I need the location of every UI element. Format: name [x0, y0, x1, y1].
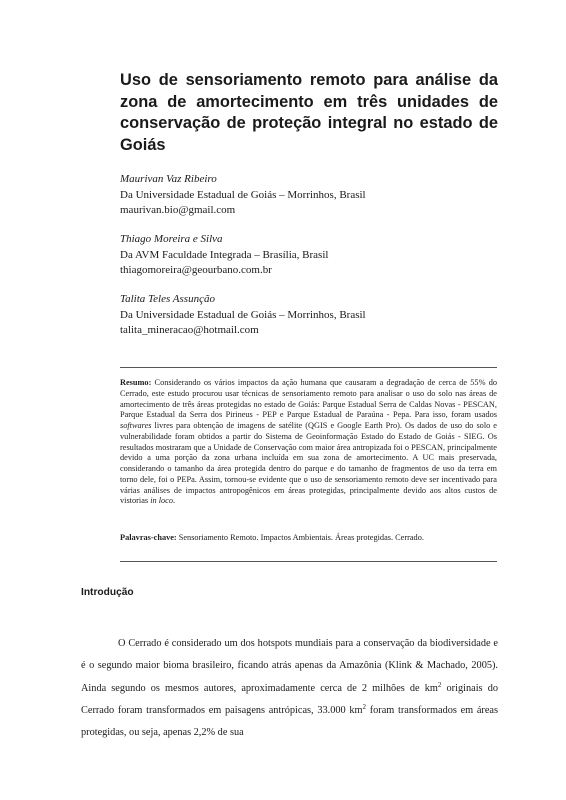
divider-bottom [120, 561, 497, 562]
author-name: Maurivan Vaz Ribeiro [120, 173, 217, 185]
keywords-text: Sensoriamento Remoto. Impactos Ambientais. Áreas protegidas. Cerrado. [176, 533, 424, 542]
abstract-italic: softwares [120, 421, 152, 430]
author-name: Thiago Moreira e Silva [120, 233, 223, 245]
body-paragraph [81, 633, 498, 744]
superscript: 2 [362, 702, 366, 711]
author-block [120, 172, 500, 219]
divider-top [120, 367, 497, 368]
keywords-label: Palavras-chave: [120, 533, 177, 542]
paper-title: Uso de sensoriamento remoto para análise da zona de amortecimento em três unidades de conservação de proteção integral no estado de Goiás [120, 71, 498, 154]
abstract-text: livres para obtenção de imagens de satélite (QGIS e Google Earth Pro). Os dados de uso do solo e vulnerabilidade foram obtidos a partir do Sistema de Geoinformação Estado do Estado de Goiás - SIEG. Os resultados mostraram que a Unidade de Conservação com maior área antropizada foi o PESCAN, principalmente devido a uma porção da zona urbana incluída em sua zona de amortecimento. A UC mais preservada, considerando o tamanho da área protegida dentro do parque e do tamanho de fragmentos de uso da terra em torno dele, foi o PEPa. Assim, tornou-se evidente que o uso de sensoriamento remoto deve ser incentivado para várias análises de impactos antropogênicos em áreas protegidas, principalmente devido aos altos custos de vistorias [120, 421, 497, 506]
abstract-label: Resumo: [120, 378, 152, 387]
abstract-text: Considerando os vários impactos da ação humana que causaram a degradação de cerca de 55% do Cerrado, este estudo procurou usar técnicas de sensoriamento remoto para analisar o uso do solo nas áreas de amortecimento de três áreas protegidas no estado de Goiás: Parque Estadual Serra de Caldas Novas - PESCAN, Parque Estadual da Serra dos Pirineus - PEP e Parque Estadual de Paraúna - Pepa. Para isso, foram usados [120, 378, 497, 420]
author-email: talita_mineracao@hotmail.com [120, 324, 259, 337]
keywords [120, 532, 497, 543]
author-email: maurivan.bio@gmail.com [120, 204, 236, 217]
abstract-text: . [173, 496, 176, 506]
author-name: Talita Teles Assunção [120, 293, 215, 305]
abstract-italic: in loco [150, 496, 174, 506]
superscript: 2 [437, 680, 442, 689]
author-affiliation: Da Universidade Estadual de Goiás – Morrinhos, Brasil [120, 188, 366, 201]
author-block [120, 232, 500, 279]
body-text: originais do Cerrado foram transformados em paisagens antrópicas, 33.000 km [81, 682, 498, 716]
abstract [120, 378, 497, 507]
body-text: foram transformados em áreas protegidas, ou seja, apenas 2,2% de sua [81, 704, 498, 739]
body-text: O Cerrado é considerado um dos hotspots mundiais para a conservação da biodiversidade e é o segundo maior bioma brasileiro, ficando atrás apenas da Amazônia (Klink & Machado, 2005). Ainda segundo os mesmos autores, aproximadamente cerca de 2 milhões de km [81, 638, 498, 694]
author-affiliation: Da AVM Faculdade Integrada – Brasília, Brasil [120, 248, 329, 261]
section-heading: Introdução [81, 587, 134, 598]
author-affiliation: Da Universidade Estadual de Goiás – Morrinhos, Brasil [120, 308, 366, 321]
author-block [120, 292, 500, 339]
author-email: thiagomoreira@geourbano.com.br [120, 264, 272, 277]
